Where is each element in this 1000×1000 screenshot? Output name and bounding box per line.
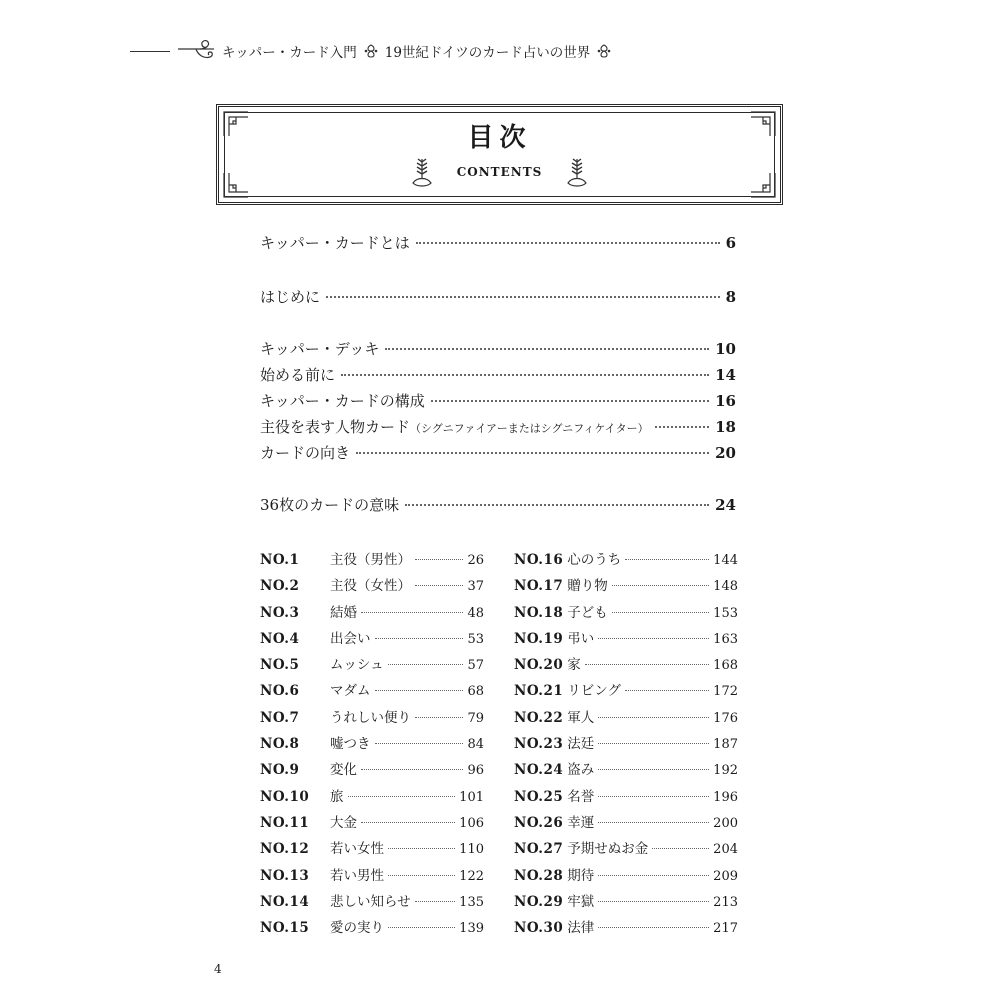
card-name: 出会い xyxy=(330,630,371,647)
card-entry[interactable] xyxy=(260,785,484,811)
card-page: 84 xyxy=(467,737,484,753)
card-entry[interactable] xyxy=(514,890,738,916)
leader-dots xyxy=(598,901,709,902)
card-number: NO.9 xyxy=(260,762,300,779)
card-page: 217 xyxy=(713,921,738,937)
card-name: 幸運 xyxy=(567,814,595,831)
leader-dots xyxy=(415,585,463,586)
leader-dots xyxy=(388,875,455,876)
card-entry[interactable] xyxy=(514,732,738,758)
leader-dots xyxy=(415,901,456,902)
toc-entry[interactable] xyxy=(260,442,736,463)
card-name: 弔い xyxy=(567,630,595,647)
card-number: NO.15 xyxy=(260,920,310,937)
leader-dots xyxy=(598,927,709,928)
card-entry[interactable] xyxy=(514,811,738,837)
card-number: NO.2 xyxy=(260,578,300,595)
page-number: 4 xyxy=(214,962,222,976)
card-page: 172 xyxy=(713,684,738,700)
toc-entry-page: 14 xyxy=(715,366,736,384)
card-page: 110 xyxy=(459,842,484,858)
toc-entry-page: 8 xyxy=(725,288,736,306)
card-name: 子ども xyxy=(567,604,608,621)
card-entry[interactable] xyxy=(514,679,738,705)
card-number: NO.14 xyxy=(260,893,310,910)
toc-entry[interactable] xyxy=(260,494,736,515)
leader-dots xyxy=(598,769,709,770)
toc-entry-page: 6 xyxy=(725,234,736,252)
leader-dots xyxy=(385,348,709,350)
card-entry[interactable] xyxy=(514,758,738,784)
leader-dots xyxy=(598,875,709,876)
card-number: NO.30 xyxy=(514,920,564,937)
card-name: うれしい便り xyxy=(330,709,411,726)
card-name: 期待 xyxy=(567,867,595,884)
fleuron-left-icon xyxy=(363,43,379,59)
toc-entry-title-text: 主役を表す人物カード xyxy=(260,418,411,436)
toc-entry-title: はじめに xyxy=(260,288,321,306)
card-number: NO.5 xyxy=(260,657,300,674)
leader-dots xyxy=(361,822,455,823)
leader-dots xyxy=(375,638,464,639)
card-number: NO.6 xyxy=(260,683,300,700)
card-number: NO.17 xyxy=(514,578,564,595)
card-page: 187 xyxy=(713,737,738,753)
card-number: NO.23 xyxy=(514,736,564,753)
toc-entry-title: キッパー・カードの構成 xyxy=(260,392,425,410)
leader-dots xyxy=(405,504,709,506)
card-page: 79 xyxy=(467,710,484,726)
toc-entry[interactable] xyxy=(260,232,736,253)
card-page: 176 xyxy=(713,710,738,726)
card-page: 37 xyxy=(467,579,484,595)
toc-entry[interactable] xyxy=(260,364,736,385)
toc-entry-page: 16 xyxy=(715,392,736,410)
card-number: NO.7 xyxy=(260,709,300,726)
card-entry[interactable] xyxy=(260,548,484,574)
toc-entry-title: カードの向き xyxy=(260,444,351,462)
header-rule xyxy=(130,51,170,52)
card-name: 愛の実り xyxy=(330,920,384,937)
toc-entry-page: 24 xyxy=(715,496,736,514)
leader-dots xyxy=(598,638,709,639)
card-name: 軍人 xyxy=(567,709,595,726)
card-page: 106 xyxy=(459,815,484,831)
card-number: NO.29 xyxy=(514,893,564,910)
card-number: NO.22 xyxy=(514,709,564,726)
card-name: 旅 xyxy=(330,788,344,805)
card-name: 贈り物 xyxy=(567,578,608,595)
card-name: ムッシュ xyxy=(330,657,384,674)
leader-dots xyxy=(356,452,709,454)
card-page: 192 xyxy=(713,763,738,779)
card-page: 122 xyxy=(459,868,484,884)
card-page: 153 xyxy=(713,605,738,621)
card-name: 家 xyxy=(567,657,581,674)
toc-entry[interactable] xyxy=(260,390,736,411)
card-entry[interactable] xyxy=(260,916,484,942)
swirl-ornament-icon xyxy=(176,39,216,63)
leader-dots xyxy=(361,612,463,613)
card-number: NO.3 xyxy=(260,604,300,621)
card-number: NO.10 xyxy=(260,788,310,805)
card-page: 135 xyxy=(459,894,484,910)
toc-entry-title xyxy=(260,416,649,437)
card-page: 68 xyxy=(467,684,484,700)
card-entry[interactable] xyxy=(260,653,484,679)
card-name: 主役（女性） xyxy=(330,578,411,595)
card-page: 213 xyxy=(713,894,738,910)
fleuron-right-icon xyxy=(596,43,612,59)
toc-entry[interactable] xyxy=(260,286,736,307)
card-name: 予期せぬお金 xyxy=(567,841,649,858)
leader-dots xyxy=(612,585,709,586)
card-page: 204 xyxy=(713,842,738,858)
card-name: 嘘つき xyxy=(330,736,371,753)
card-entry[interactable] xyxy=(260,706,484,732)
card-number: NO.1 xyxy=(260,552,300,568)
toc-entry[interactable] xyxy=(260,338,736,359)
leader-dots xyxy=(625,690,709,691)
toc-entry-note: （シグニファイアーまたはシグニフィケイター） xyxy=(410,422,649,435)
card-page: 96 xyxy=(467,763,484,779)
card-page: 101 xyxy=(459,789,484,805)
card-number: NO.12 xyxy=(260,841,310,858)
leader-dots xyxy=(598,743,709,744)
leader-dots xyxy=(388,848,455,849)
leader-dots xyxy=(415,559,463,560)
card-number: NO.18 xyxy=(514,604,564,621)
card-page: 196 xyxy=(713,789,738,805)
card-entry[interactable] xyxy=(514,706,738,732)
card-name: 法廷 xyxy=(567,736,595,753)
leader-dots xyxy=(326,296,720,298)
contents-subtitle: CONTENTS xyxy=(456,165,543,179)
card-number: NO.20 xyxy=(514,657,564,674)
contents-title: 目次 xyxy=(467,123,532,153)
leader-dots xyxy=(655,426,710,428)
card-page: 48 xyxy=(467,605,484,621)
card-number: NO.27 xyxy=(514,841,564,858)
contents-subtitle-row xyxy=(219,155,780,189)
card-entry[interactable] xyxy=(514,785,738,811)
leader-dots xyxy=(415,717,463,718)
header-book-title: キッパー・カード入門 xyxy=(222,45,357,61)
card-entry[interactable] xyxy=(260,679,484,705)
card-name: 法律 xyxy=(567,920,595,937)
leader-dots xyxy=(416,242,720,244)
card-page: 168 xyxy=(713,658,738,674)
wheat-ornament-left-icon xyxy=(409,155,435,189)
card-number: NO.13 xyxy=(260,867,310,884)
leader-dots xyxy=(612,612,709,613)
leader-dots xyxy=(598,822,709,823)
card-entry[interactable] xyxy=(260,601,484,627)
card-number: NO.26 xyxy=(514,814,564,831)
toc-entry-page: 20 xyxy=(715,444,736,462)
card-name: マダム xyxy=(330,683,371,700)
leader-dots xyxy=(598,717,709,718)
card-name: 若い男性 xyxy=(330,867,384,884)
card-entry[interactable] xyxy=(514,574,738,600)
card-page: 53 xyxy=(467,631,484,647)
card-name: リビング xyxy=(567,683,622,700)
card-name: 主役（男性） xyxy=(330,552,411,568)
card-entry[interactable] xyxy=(514,864,738,890)
card-entry[interactable] xyxy=(514,627,738,653)
leader-dots xyxy=(388,664,464,665)
card-page: 148 xyxy=(713,579,738,595)
contents-title-frame xyxy=(216,104,783,205)
card-number: NO.16 xyxy=(514,552,564,568)
card-number: NO.28 xyxy=(514,867,564,884)
card-entry[interactable] xyxy=(514,916,738,942)
leader-dots xyxy=(431,400,709,402)
card-name: 盗み xyxy=(567,762,595,779)
card-list-right-column xyxy=(514,548,738,942)
card-entry[interactable] xyxy=(260,837,484,863)
card-number: NO.8 xyxy=(260,736,300,753)
toc-entry-title: 始める前に xyxy=(260,366,336,384)
toc-entry-title: 36枚のカードの意味 xyxy=(260,496,400,514)
card-page: 163 xyxy=(713,631,738,647)
leader-dots xyxy=(652,848,709,849)
leader-dots xyxy=(388,927,455,928)
card-entry[interactable] xyxy=(260,758,484,784)
toc-entry[interactable] xyxy=(260,416,736,437)
toc-entry-title: キッパー・カードとは xyxy=(260,234,410,252)
header-subtitle: 19世紀ドイツのカード占いの世界 xyxy=(384,45,591,61)
card-number: NO.4 xyxy=(260,630,300,647)
card-page: 57 xyxy=(467,658,484,674)
leader-dots xyxy=(625,559,709,560)
card-number: NO.25 xyxy=(514,788,564,805)
card-list-left-column xyxy=(260,548,484,942)
card-name: 悲しい知らせ xyxy=(330,893,411,910)
card-page: 26 xyxy=(467,553,484,568)
card-name: 変化 xyxy=(330,762,357,779)
running-header xyxy=(130,38,612,64)
toc-entry-page: 10 xyxy=(715,340,736,358)
card-page: 200 xyxy=(713,815,738,831)
card-name: 大金 xyxy=(330,814,357,831)
leader-dots xyxy=(375,743,464,744)
leader-dots xyxy=(598,796,709,797)
card-entry[interactable] xyxy=(514,837,738,863)
card-name: 牢獄 xyxy=(567,893,595,910)
card-name: 結婚 xyxy=(330,604,357,621)
card-entry[interactable] xyxy=(260,864,484,890)
wheat-ornament-right-icon xyxy=(564,155,590,189)
card-page: 139 xyxy=(459,921,484,937)
toc-entry-title: キッパー・デッキ xyxy=(260,340,380,358)
toc-entry-page: 18 xyxy=(715,418,736,436)
card-entry[interactable] xyxy=(514,601,738,627)
card-entry[interactable] xyxy=(260,890,484,916)
card-page: 144 xyxy=(713,553,738,568)
leader-dots xyxy=(375,690,464,691)
card-number: NO.21 xyxy=(514,683,564,700)
leader-dots xyxy=(341,374,709,376)
card-name: 心のうち xyxy=(567,552,622,568)
card-entry[interactable] xyxy=(260,732,484,758)
card-entry[interactable] xyxy=(260,811,484,837)
card-entry[interactable] xyxy=(514,653,738,679)
card-entry[interactable] xyxy=(514,548,738,574)
leader-dots xyxy=(348,796,456,797)
card-number: NO.19 xyxy=(514,630,564,647)
leader-dots xyxy=(585,664,709,665)
card-number: NO.11 xyxy=(260,814,310,831)
card-name: 名誉 xyxy=(567,788,595,805)
card-entry[interactable] xyxy=(260,574,484,600)
card-entry[interactable] xyxy=(260,627,484,653)
leader-dots xyxy=(361,769,463,770)
card-name: 若い女性 xyxy=(330,841,384,858)
card-page: 209 xyxy=(713,868,738,884)
card-number: NO.24 xyxy=(514,762,564,779)
